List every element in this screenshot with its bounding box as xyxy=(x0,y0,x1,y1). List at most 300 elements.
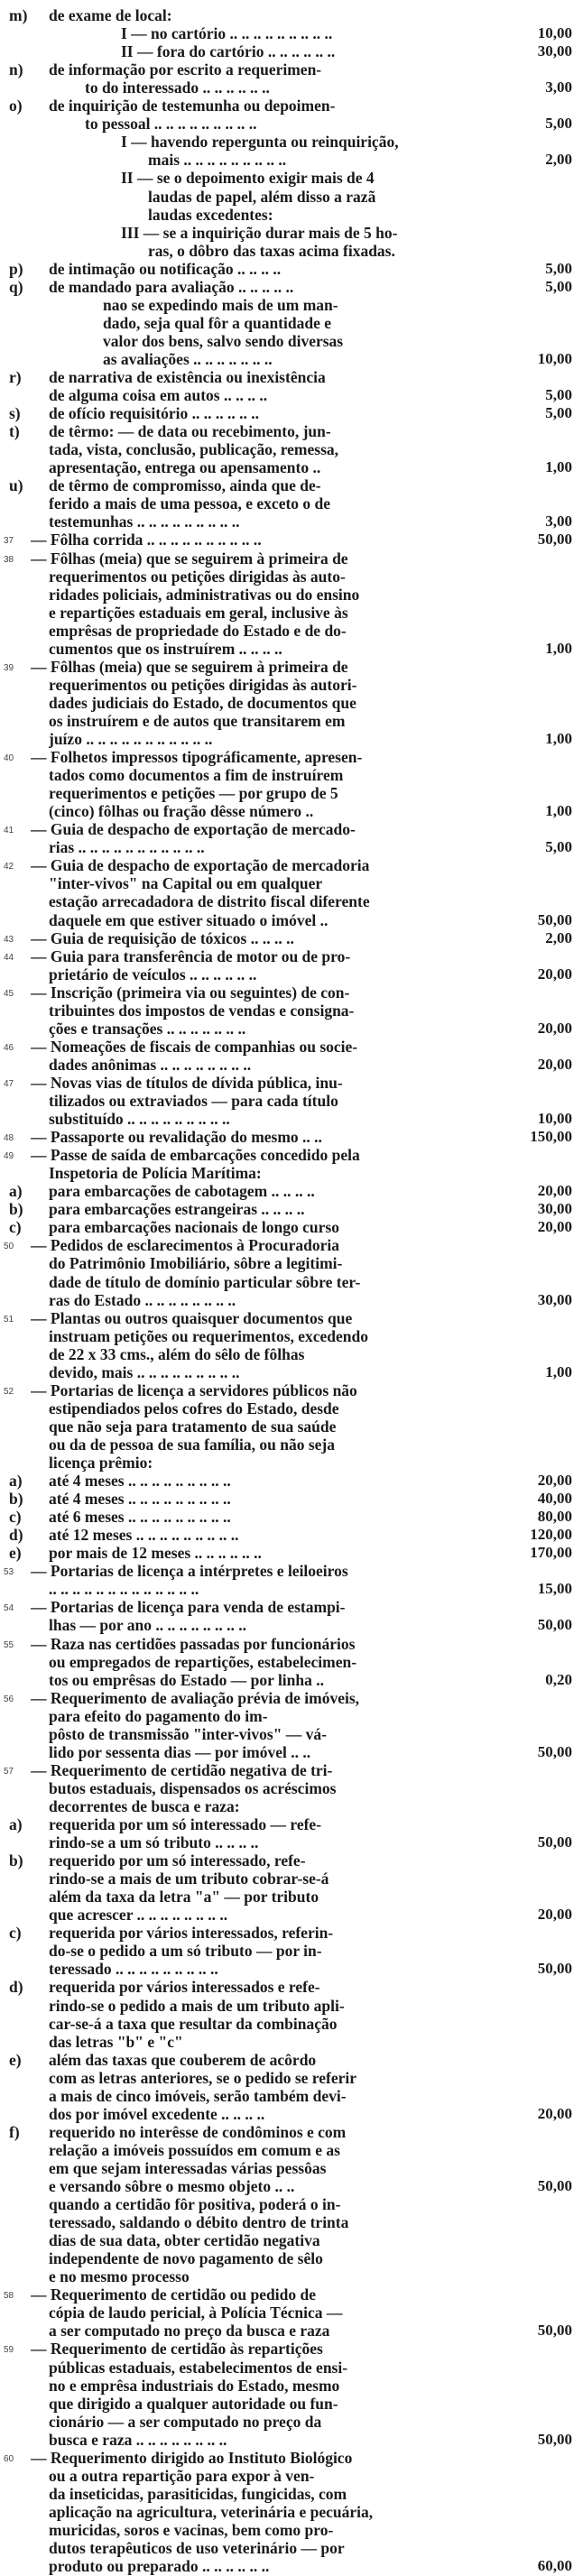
entry-text: — Novas vias de títulos de dívida pública, inu- xyxy=(31,1073,343,1092)
table-row xyxy=(0,1344,583,1364)
item-letter: o) xyxy=(9,97,23,115)
entry-text: I — no cartório .. .. .. .. .. .. .. .. .. xyxy=(121,24,333,43)
item-number: 45 xyxy=(4,988,14,999)
table-row xyxy=(0,2104,583,2124)
fee-value: 2,00 xyxy=(545,928,572,946)
entry-text: ções e transações .. .. .. .. .. .. .. xyxy=(49,1019,246,1038)
table-row xyxy=(0,2230,583,2250)
table-row xyxy=(0,1199,583,1219)
table-row xyxy=(0,549,583,568)
table-row xyxy=(0,132,583,152)
entry-text: teressado .. .. .. .. .. .. .. .. .. xyxy=(49,1960,218,1979)
fee-value: 50,00 xyxy=(537,910,572,928)
entry-text: dades anônimas .. .. .. .. .. .. .. .. xyxy=(49,1055,252,1074)
item-letter: q) xyxy=(9,277,23,296)
table-row xyxy=(0,1977,583,1997)
table-row xyxy=(0,1019,583,1039)
table-row xyxy=(0,1471,583,1491)
table-row xyxy=(0,1001,583,1020)
table-row xyxy=(0,2538,583,2558)
table-row xyxy=(0,1543,583,1563)
table-row xyxy=(0,403,583,423)
table-row xyxy=(0,2321,583,2341)
entry-text: de exame de local: xyxy=(49,6,172,24)
fee-value: 80,00 xyxy=(537,1508,572,1526)
entry-text: de têrmo de compromisso, ainda que de- xyxy=(49,476,321,495)
table-row xyxy=(0,1706,583,1726)
item-number: 51 xyxy=(4,1314,14,1325)
item-number: 47 xyxy=(4,1078,14,1089)
entry-text: de 22 x 33 cms., além do sêlo de fôlhas xyxy=(49,1344,305,1363)
table-row xyxy=(0,60,583,79)
table-row xyxy=(0,1833,583,1852)
item-number: 43 xyxy=(4,934,14,945)
entry-text: rias .. .. .. .. .. .. .. .. .. .. .. xyxy=(49,838,205,857)
entry-text: em que sejam interessadas várias pessôas xyxy=(49,2158,327,2177)
entry-text: — Passe de saída de embarcações concedido pela xyxy=(31,1146,360,1165)
fee-value: 20,00 xyxy=(537,965,572,983)
table-row xyxy=(0,2502,583,2522)
item-letter: m) xyxy=(9,6,28,24)
fee-value: 50,00 xyxy=(537,2430,572,2448)
entry-text: de têrmo: — de data ou recebimento, jun- xyxy=(49,422,331,441)
table-row xyxy=(0,2068,583,2088)
table-row xyxy=(0,1742,583,1762)
entry-text: requerido no interêsse de condôminos e com xyxy=(49,2122,347,2141)
entry-text: requerimentos ou petições dirigidas às auto- xyxy=(49,567,346,586)
entry-text: ou da de pessoa de sua família, ou não seja xyxy=(49,1435,335,1454)
table-row xyxy=(0,928,583,948)
fee-value: 50,00 xyxy=(537,1960,572,1978)
entry-text: para embarcações nacionais de longo curso xyxy=(49,1218,339,1237)
table-row xyxy=(0,2394,583,2414)
entry-text: cumentos que os instruírem .. .. .. .. xyxy=(49,639,282,658)
item-letter: b) xyxy=(9,1200,23,1219)
entry-text: rindo-se a mais de um tributo cobrar-se-á xyxy=(49,1870,329,1888)
entry-text: além da taxa da letra "a" — por tributo xyxy=(49,1888,319,1907)
entry-text: — Raza nas certidões passadas por funcionários xyxy=(31,1634,356,1653)
entry-text: dos por imóvel excedente .. .. .. .. xyxy=(49,2104,265,2123)
entry-text: ras do Estado .. .. .. .. .. .. .. .. xyxy=(49,1290,236,1309)
entry-text: até 4 meses .. .. .. .. .. .. .. .. .. xyxy=(49,1472,231,1491)
item-number: 59 xyxy=(4,2345,14,2356)
item-number: 53 xyxy=(4,1567,14,1578)
fee-value: 1,00 xyxy=(545,639,572,657)
table-row xyxy=(0,1272,583,1292)
table-row xyxy=(0,1290,583,1310)
table-row xyxy=(0,983,583,1002)
table-row xyxy=(0,2122,583,2142)
table-row xyxy=(0,1308,583,1328)
item-number: 56 xyxy=(4,1694,14,1704)
table-row xyxy=(0,168,583,188)
entry-text: de alguma coisa em autos .. .. .. .. xyxy=(49,386,268,405)
entry-text: ridades policiais, administrativas ou do ensino xyxy=(49,585,360,604)
item-number: 57 xyxy=(4,1766,14,1777)
table-row xyxy=(0,1941,583,1961)
entry-text: devido, mais .. .. .. .. .. .. .. .. .. xyxy=(49,1362,240,1381)
item-number: 52 xyxy=(4,1386,14,1397)
table-row xyxy=(0,1145,583,1165)
table-row xyxy=(0,331,583,351)
entry-text: I — havendo repergunta ou reinquirição, xyxy=(121,133,399,152)
fee-value: 30,00 xyxy=(537,1200,572,1218)
table-row xyxy=(0,693,583,713)
table-row xyxy=(0,2032,583,2052)
table-row xyxy=(0,2212,583,2232)
entry-text: cópia de laudo pericial, à Polícia Técnica — xyxy=(49,2304,343,2322)
entry-text: públicas estaduais, estabelecimentos de ensi- xyxy=(49,2358,348,2377)
table-row xyxy=(0,367,583,387)
entry-text: "inter-vivos" na Capital ou em qualquer xyxy=(49,874,323,893)
table-row xyxy=(0,873,583,893)
entry-text: do-se o pedido a um só tributo — por in- xyxy=(49,1942,322,1961)
table-row xyxy=(0,1615,583,1635)
table-row xyxy=(0,837,583,857)
entry-text: .. .. .. .. .. .. .. .. .. .. .. .. .. xyxy=(49,1580,199,1599)
entry-text: — Portarias de licença para venda de estampi- xyxy=(31,1598,346,1617)
fee-value: 150,00 xyxy=(530,1128,572,1146)
entry-text: as avaliações .. .. .. .. .. .. .. xyxy=(103,349,273,368)
entry-text: para embarcações de cabotagem .. .. .. .. xyxy=(49,1182,315,1201)
entry-text: — Requerimento de certidão negativa de tri- xyxy=(31,1760,333,1779)
entry-text: de informação por escrito a requerimen- xyxy=(49,60,322,79)
entry-text: aplicação na agricultura, veterinária e pecuária, xyxy=(49,2502,374,2521)
table-row xyxy=(0,259,583,279)
entry-text: de intimação ou notificação .. .. .. .. xyxy=(49,259,282,278)
table-row xyxy=(0,1163,583,1183)
entry-text: requerida por um só interessado — refe- xyxy=(49,1815,322,1833)
entry-text: quando a certidão fôr positiva, poderá o in- xyxy=(49,2195,341,2214)
table-row xyxy=(0,385,583,405)
entry-text: os instruírem e de autos que transitarem em xyxy=(49,711,346,730)
entry-text: rindo-se o pedido a mais de um tributo apli- xyxy=(49,1996,345,2015)
table-row xyxy=(0,1037,583,1057)
item-number: 44 xyxy=(4,952,14,963)
table-row xyxy=(0,1670,583,1690)
entry-text: dade de título de domínio particular sôbre ter- xyxy=(49,1272,361,1291)
entry-text: além das taxas que couberem de acôrdo xyxy=(49,2050,317,2069)
table-row xyxy=(0,530,583,549)
item-number: 55 xyxy=(4,1639,14,1650)
entry-text: emprêsas de propriedade do Estado e de do- xyxy=(49,621,347,640)
table-row xyxy=(0,457,583,477)
fee-value: 30,00 xyxy=(537,42,572,60)
table-row xyxy=(0,2267,583,2286)
table-row xyxy=(0,150,583,170)
item-number: 46 xyxy=(4,1042,14,1053)
table-row xyxy=(0,2520,583,2540)
table-row xyxy=(0,1055,583,1075)
table-row xyxy=(0,1253,583,1273)
table-row xyxy=(0,1688,583,1708)
table-row xyxy=(0,2412,583,2432)
entry-text: para efeito do pagamento do im- xyxy=(49,1706,268,1725)
fee-value: 3,00 xyxy=(545,78,572,97)
fee-value: 20,00 xyxy=(537,1218,572,1236)
item-number: 48 xyxy=(4,1133,14,1144)
table-row xyxy=(0,1597,583,1617)
entry-text: (cinco) fôlhas ou fração dêsse número .. xyxy=(49,802,314,821)
fee-value: 20,00 xyxy=(537,1472,572,1490)
entry-text: que acrescer .. .. .. .. .. .. .. .. xyxy=(49,1906,228,1925)
item-letter: e) xyxy=(9,2050,22,2069)
table-row xyxy=(0,801,583,821)
fee-value: 50,00 xyxy=(537,1616,572,1634)
entry-text: ferido a mais de uma pessoa, e exceto o de xyxy=(49,494,331,513)
table-row xyxy=(0,2339,583,2359)
table-row xyxy=(0,277,583,297)
table-row xyxy=(0,891,583,911)
table-row xyxy=(0,1905,583,1925)
fee-value: 10,00 xyxy=(537,1110,572,1128)
table-row xyxy=(0,946,583,966)
table-row xyxy=(0,2303,583,2322)
entry-text: de narrativa de existência ou inexistência xyxy=(49,368,326,386)
entry-text: a ser computado no preço da busca e raza xyxy=(49,2322,330,2341)
table-row xyxy=(0,475,583,495)
table-row xyxy=(0,603,583,623)
table-row xyxy=(0,1399,583,1418)
table-row xyxy=(0,2358,583,2377)
entry-text: com as letras anteriores, se o pedido se referir xyxy=(49,2068,356,2087)
fee-value: 0,20 xyxy=(545,1670,572,1688)
fee-value: 170,00 xyxy=(530,1544,572,1562)
table-row xyxy=(0,711,583,731)
table-row xyxy=(0,1724,583,1744)
table-row xyxy=(0,2194,583,2214)
table-row xyxy=(0,1561,583,1581)
table-row xyxy=(0,1814,583,1834)
fee-value: 50,00 xyxy=(537,531,572,549)
entry-text: requerimentos ou petições dirigidas às autori- xyxy=(49,675,357,694)
entry-text: de inquirição de testemunha ou depoimen- xyxy=(49,97,336,115)
table-row xyxy=(0,2466,583,2486)
entry-text: valor dos bens, salvo sendo diversas xyxy=(103,331,344,350)
item-number: 54 xyxy=(4,1603,14,1614)
item-number: 41 xyxy=(4,826,14,836)
entry-text: rindo-se a um só tributo .. .. .. .. xyxy=(49,1833,259,1852)
table-row xyxy=(0,313,583,333)
table-row xyxy=(0,187,583,207)
item-letter: p) xyxy=(9,259,23,278)
table-row xyxy=(0,965,583,984)
entry-text: — Requerimento de certidão ou pedido de xyxy=(31,2285,316,2304)
entry-text: de ofício requisitório .. .. .. .. .. .. xyxy=(49,404,259,423)
table-row xyxy=(0,1091,583,1111)
item-letter: r) xyxy=(9,368,22,386)
entry-text: — Guia de requisição de tóxicos .. .. .. .. xyxy=(31,928,294,947)
table-row xyxy=(0,1507,583,1527)
fee-value: 15,00 xyxy=(537,1580,572,1598)
item-letter: d) xyxy=(9,1526,23,1545)
table-row xyxy=(0,1489,583,1509)
table-row xyxy=(0,1435,583,1454)
table-row xyxy=(0,1959,583,1979)
table-row xyxy=(0,1851,583,1870)
item-number: 50 xyxy=(4,1242,14,1252)
entry-text: — Plantas ou outros quaisquer documentos que xyxy=(31,1308,353,1327)
entry-text: — Portarias de licença a servidores públicos não xyxy=(31,1380,357,1399)
entry-text: estipendiados pelos cofres do Estado, desde xyxy=(49,1399,339,1417)
entry-text: to do interessado .. .. .. .. .. .. xyxy=(85,78,270,97)
table-row xyxy=(0,729,583,749)
entry-text: no e emprêsa industriais do Estado, mesmo xyxy=(49,2376,340,2395)
fee-value: 30,00 xyxy=(537,1290,572,1308)
entry-text: juízo .. .. .. .. .. .. .. .. .. .. .. xyxy=(49,730,213,748)
entry-text: tos ou emprêsas do Estado — por linha .. xyxy=(49,1670,325,1689)
entry-text: estação arrecadadora de distrito fiscal diferente xyxy=(49,892,370,911)
entry-text: pôsto de transmissão "inter-vivos" — vá- xyxy=(49,1724,328,1743)
fee-value: 5,00 xyxy=(545,386,572,404)
table-row xyxy=(0,205,583,225)
entry-text: — Requerimento de certidão às repartições xyxy=(31,2340,323,2359)
table-row xyxy=(0,2448,583,2468)
entry-text: mais .. .. .. .. .. .. .. .. .. xyxy=(148,151,287,170)
entry-text: a mais de cinco imóveis, serão também devi- xyxy=(49,2086,347,2105)
table-row xyxy=(0,783,583,803)
table-row xyxy=(0,223,583,243)
entry-text: — Nomeações de fiscais de companhias ou socie- xyxy=(31,1037,358,1056)
item-number: 60 xyxy=(4,2453,14,2464)
table-row xyxy=(0,2140,583,2160)
table-row xyxy=(0,1996,583,2016)
table-row xyxy=(0,494,583,513)
entry-text: — Fôlhas (meia) que se seguirem à primeira de xyxy=(31,549,348,568)
table-row xyxy=(0,349,583,369)
fee-value: 10,00 xyxy=(537,24,572,42)
entry-text: de mandado para avaliação .. .. .. .. .. xyxy=(49,277,294,296)
table-row xyxy=(0,1326,583,1346)
table-row xyxy=(0,1634,583,1654)
entry-text: — Fôlhas (meia) que se seguirem à primeira de xyxy=(31,657,348,676)
table-row xyxy=(0,114,583,134)
table-row xyxy=(0,1453,583,1473)
entry-text: produto ou preparado .. .. .. .. .. .. xyxy=(49,2557,270,2576)
item-letter: u) xyxy=(9,476,23,495)
entry-text: dutos terapêuticos de uso veterinário — por xyxy=(49,2539,345,2557)
table-row xyxy=(0,96,583,115)
entry-text: licença prêmio: xyxy=(49,1454,153,1472)
entry-text: — Portarias de licença a intérpretes e leiloeiros xyxy=(31,1562,348,1581)
entry-text: busca e raza .. .. .. .. .. .. .. .. xyxy=(49,2430,227,2449)
table-row xyxy=(0,2158,583,2178)
entry-text: requerida por vários interessados e refe- xyxy=(49,1978,320,1997)
table-row xyxy=(0,295,583,315)
fee-value: 1,00 xyxy=(545,730,572,747)
table-row xyxy=(0,1217,583,1237)
table-row xyxy=(0,1923,583,1943)
fee-value: 2,00 xyxy=(545,151,572,169)
table-row xyxy=(0,5,583,25)
item-letter: b) xyxy=(9,1851,23,1870)
item-letter: e) xyxy=(9,1544,22,1563)
fee-value: 20,00 xyxy=(537,2104,572,2122)
table-row xyxy=(0,1887,583,1907)
item-number: 39 xyxy=(4,662,14,673)
fee-value: 60,00 xyxy=(537,2557,572,2575)
entry-text: ras, o dôbro das taxas acima fixadas. xyxy=(148,241,395,260)
entry-text: tada, vista, conclusão, publicação, remessa, xyxy=(49,440,338,459)
entry-text: III — se a inquirição durar mais de 5 ho- xyxy=(121,223,398,242)
entry-text: da inseticidas, parasiticidas, fungicidas, com xyxy=(49,2484,347,2503)
table-row xyxy=(0,42,583,61)
entry-text: decorrentes de busca e raza: xyxy=(49,1796,240,1815)
entry-text: — Fôlha corrida .. .. .. .. .. .. .. .. .. .. xyxy=(31,531,262,549)
entry-text: até 4 meses .. .. .. .. .. .. .. .. .. xyxy=(49,1490,231,1509)
entry-text: butos estaduais, dispensados os acréscimos xyxy=(49,1778,337,1797)
table-row xyxy=(0,1760,583,1780)
item-letter: d) xyxy=(9,1978,23,1997)
fee-value: 10,00 xyxy=(537,349,572,367)
item-letter: f) xyxy=(9,2122,20,2141)
table-row xyxy=(0,2176,583,2196)
item-letter: a) xyxy=(9,1182,23,1201)
entry-text: II — se o depoimento exigir mais de 4 xyxy=(121,169,375,188)
item-number: 38 xyxy=(4,554,14,565)
item-number: 58 xyxy=(4,2291,14,2302)
table-row xyxy=(0,657,583,677)
entry-text: ou empregados de repartições, estabelecimen- xyxy=(49,1652,357,1671)
table-row xyxy=(0,747,583,767)
entry-text: dado, seja qual fôr a quantidade e xyxy=(103,313,331,332)
entry-text: até 6 meses .. .. .. .. .. .. .. .. .. xyxy=(49,1508,231,1527)
fee-value: 1,00 xyxy=(545,1362,572,1380)
table-row xyxy=(0,421,583,441)
table-row xyxy=(0,2484,583,2504)
table-row xyxy=(0,1652,583,1672)
item-letter: t) xyxy=(9,422,20,441)
table-row xyxy=(0,2086,583,2106)
table-row xyxy=(0,2376,583,2396)
table-row xyxy=(0,1181,583,1201)
entry-text: muricidas, soros e vacinas, bem como pro- xyxy=(49,2520,334,2539)
item-letter: c) xyxy=(9,1508,22,1527)
fee-value: 1,00 xyxy=(545,802,572,820)
fee-value: 5,00 xyxy=(545,277,572,295)
entry-text: prietário de veículos .. .. .. .. .. .. xyxy=(49,965,257,983)
entry-text: requerimentos e petições — por grupo de 5 xyxy=(49,784,338,803)
table-row xyxy=(0,819,583,839)
entry-text: tados como documentos a fim de instruírem xyxy=(49,766,344,785)
entry-text: por mais de 12 meses .. .. .. .. .. .. xyxy=(49,1544,262,1563)
entry-text: das letras "b" e "c" xyxy=(49,2032,183,2051)
entry-text: dias de sua data, obter certidão negativa xyxy=(49,2231,320,2250)
entry-text: — Passaporte ou revalidação do mesmo .. .. xyxy=(31,1128,322,1147)
entry-text: — Folhetos impressos tipográficamente, apresen- xyxy=(31,748,363,767)
fee-value: 50,00 xyxy=(537,2322,572,2340)
fee-value: 50,00 xyxy=(537,1742,572,1760)
table-row xyxy=(0,585,583,605)
table-row xyxy=(0,1869,583,1888)
entry-text: — Guia para transferência de motor ou de pro- xyxy=(31,946,351,965)
entry-text: Inspetoria de Polícia Marítima: xyxy=(49,1164,262,1183)
fee-value: 20,00 xyxy=(537,1182,572,1200)
entry-text: — Pedidos de esclarecimentos à Procuradoria xyxy=(31,1236,340,1255)
entry-text: para embarcações estrangeiras .. .. .. .. xyxy=(49,1200,305,1219)
entry-text: testemunhas .. .. .. .. .. .. .. .. .. xyxy=(49,512,240,531)
table-row xyxy=(0,1796,583,1816)
entry-text: — Guia de despacho de exportação de mercadoria xyxy=(31,856,370,875)
fee-value: 20,00 xyxy=(537,1906,572,1924)
entry-text: e no mesmo processo xyxy=(49,2267,190,2286)
entry-text: lhas — por ano .. .. .. .. .. .. .. .. xyxy=(49,1616,246,1635)
entry-text: laudas excedentes: xyxy=(148,205,273,224)
entry-text: — Requerimento de avaliação prévia de imóveis, xyxy=(31,1688,360,1707)
item-letter: c) xyxy=(9,1218,22,1237)
fee-value: 20,00 xyxy=(537,1055,572,1073)
entry-text: — Inscrição (primeira via ou seguintes) de con- xyxy=(31,983,350,1002)
